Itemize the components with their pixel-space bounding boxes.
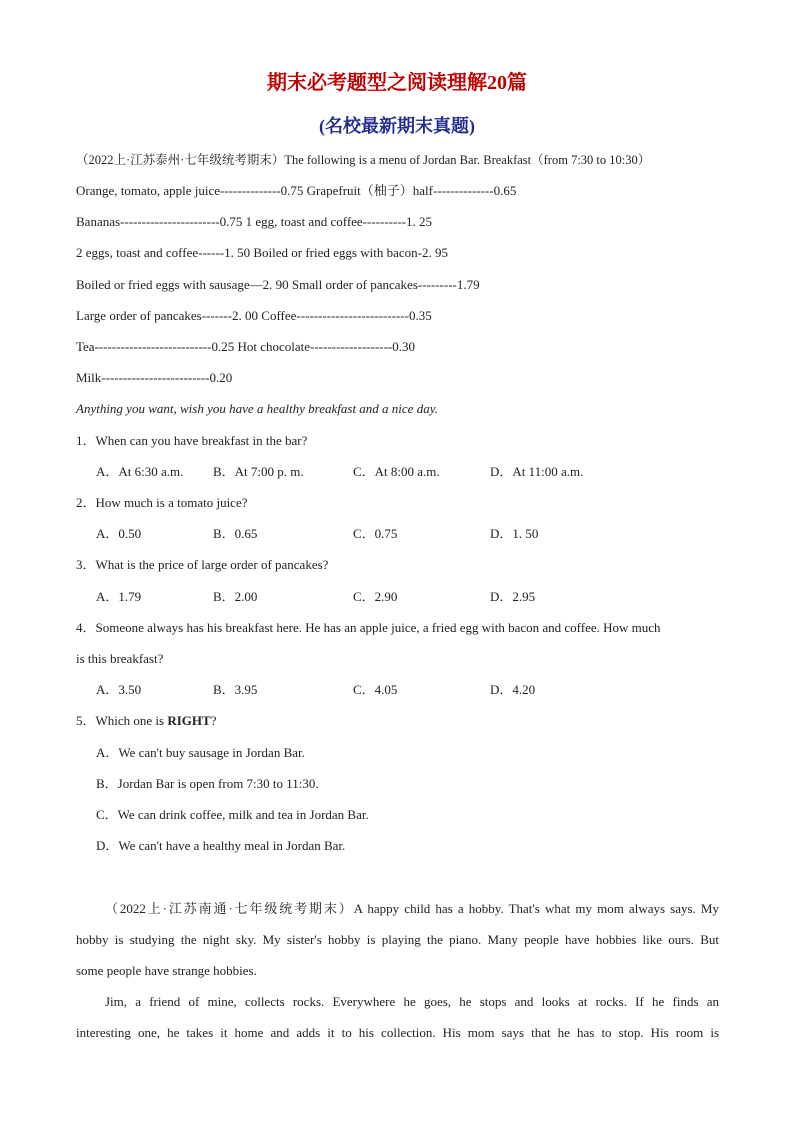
question-4-stem: 4．Someone always has his breakfast here. He has an apple juice, a fried egg with bacon and coffee. How much [76, 620, 661, 635]
question-4-stem-continued: is this breakfast? [76, 651, 164, 666]
question-1-stem: 1．When can you have breakfast in the bar? [76, 433, 308, 448]
option-a[interactable]: A．1.79 [96, 589, 142, 604]
option-b[interactable]: B．0.65 [213, 526, 258, 541]
menu-line: Bananas-----------------------0.75 1 egg, toast and coffee----------1. 25 [76, 214, 432, 229]
menu-line: Tea---------------------------0.25 Hot chocolate-------------------0.30 [76, 339, 416, 354]
option-b[interactable]: B．At 7:00 p. m. [213, 464, 304, 479]
passage2-line: interesting one, he takes it home and adds it to his collection. His mom says that he has to stop. His room is [76, 1025, 719, 1040]
page-subtitle: (名校最新期末真题) [319, 116, 475, 136]
option-c[interactable]: C．4.05 [353, 682, 398, 697]
page-title: 期末必考题型之阅读理解20篇 [267, 72, 527, 94]
menu-line: 2 eggs, toast and coffee------1. 50 Boiled or fried eggs with bacon-2. 95 [76, 245, 448, 260]
option-c[interactable]: C．At 8:00 a.m. [353, 464, 440, 479]
option-d[interactable]: D．2.95 [490, 589, 536, 604]
passage2-line: hobby is studying the night sky. My sister's hobby is playing the piano. Many people have hobbies like ours. But [76, 932, 719, 947]
option-a[interactable]: A．At 6:30 a.m. [96, 464, 184, 479]
question-5-stem-emphasis: RIGHT [167, 713, 211, 728]
menu-closing-note: Anything you want, wish you have a healthy breakfast and a nice day. [76, 401, 439, 416]
option-d[interactable]: D．4.20 [490, 682, 536, 697]
option-d[interactable]: D．1. 50 [490, 526, 539, 541]
menu-line: Large order of pancakes-------2. 00 Coffee--------------------------0.35 [76, 308, 432, 323]
menu-line: Milk-------------------------0.20 [76, 370, 233, 385]
option-c[interactable]: C．0.75 [353, 526, 398, 541]
option-d[interactable]: D．At 11:00 a.m. [490, 464, 584, 479]
option-a[interactable]: A．3.50 [96, 682, 142, 697]
menu-line: Orange, tomato, apple juice--------------0.75 Grapefruit（柚子）half--------------0.65 [76, 183, 517, 198]
menu-line: Boiled or fried eggs with sausage—2. 90 Small order of pancakes---------1.79 [76, 277, 480, 292]
option-b[interactable]: B．3.95 [213, 682, 258, 697]
question-3-stem: 3．What is the price of large order of pancakes? [76, 557, 329, 572]
passage1-intro: （2022上·江苏泰州·七年级统考期末）The following is a menu of Jordan Bar. Breakfast（from 7:30 to 10:30） [76, 153, 651, 167]
option-a[interactable]: A．We can't buy sausage in Jordan Bar. [96, 745, 305, 760]
option-b[interactable]: B．Jordan Bar is open from 7:30 to 11:30. [96, 776, 319, 791]
option-d[interactable]: D．We can't have a healthy meal in Jordan Bar. [96, 838, 346, 853]
question-5-stem [76, 713, 216, 729]
question-5-stem-prefix: 5．Which one is [76, 713, 168, 728]
passage2-line: Jim, a friend of mine, collects rocks. Everywhere he goes, he stops and looks at rocks. If he finds an [105, 994, 719, 1009]
passage2-line: some people have strange hobbies. [76, 963, 257, 978]
option-b[interactable]: B．2.00 [213, 589, 258, 604]
passage2-line: （2022上·江苏南通·七年级统考期末）A happy child has a hobby. That's what my mom always says. My [105, 901, 719, 916]
question-2-stem: 2．How much is a tomato juice? [76, 495, 248, 510]
option-c[interactable]: C．We can drink coffee, milk and tea in Jordan Bar. [96, 807, 369, 822]
question-5-stem-suffix: ? [210, 713, 217, 728]
option-c[interactable]: C．2.90 [353, 589, 398, 604]
option-a[interactable]: A．0.50 [96, 526, 142, 541]
